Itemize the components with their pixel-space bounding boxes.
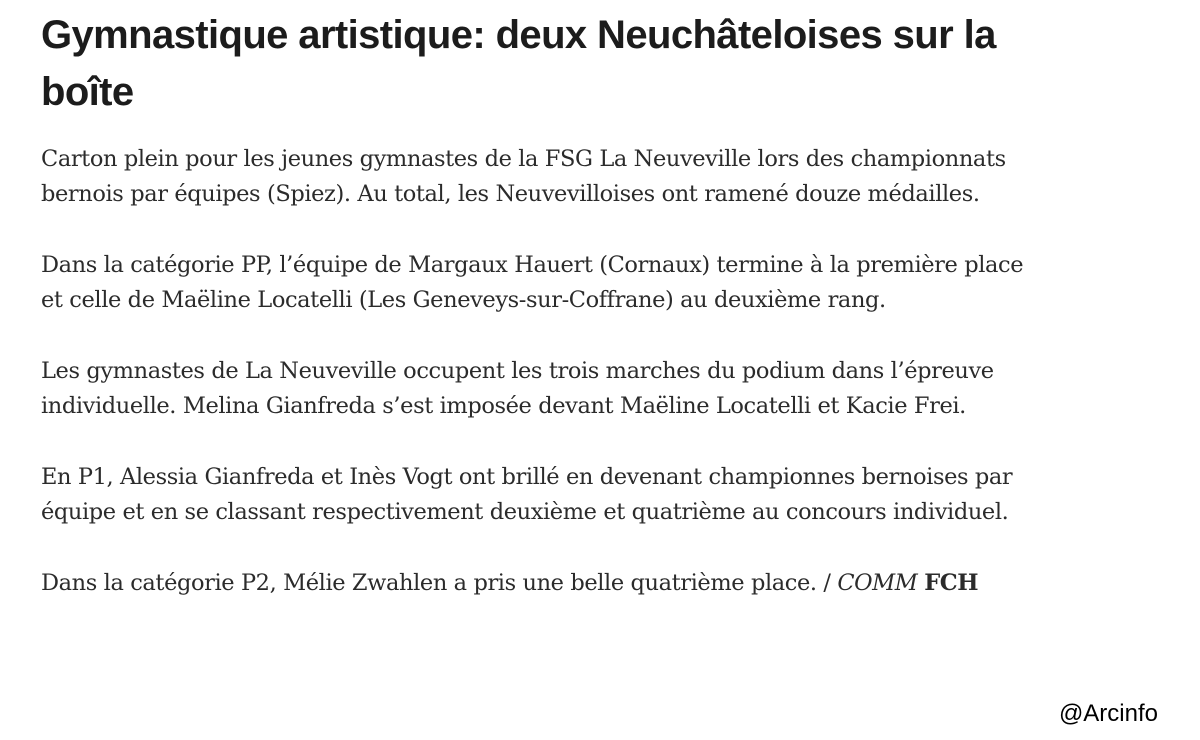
article-paragraph: En P1, Alessia Gianfreda et Inès Vogt ont brillé en devenant championnes bernoises par équipe et en se classant respectivement deuxième et quatrième au concours individuel. <box>41 464 1013 525</box>
source-watermark: @Arcinfo <box>1058 700 1158 727</box>
article-headline: Gymnastique artistique: deux Neuchâteloises sur la boîte <box>41 13 996 114</box>
article-last-paragraph <box>41 566 1041 601</box>
article-paragraph: Carton plein pour les jeunes gymnastes de la FSG La Neuveville lors des championnats bernois par équipes (Spiez). Au total, les Neuvevilloises ont ramené douze médailles. <box>41 146 1006 207</box>
article-paragraph: Dans la catégorie PP, l’équipe de Margaux Hauert (Cornaux) termine à la première place et celle de Maëline Locatelli (Les Geneveys-sur-Coffrane) au deuxième rang. <box>41 252 1024 313</box>
article-paragraph: Les gymnastes de La Neuveville occupent les trois marches du podium dans l’épreuve individuelle. Melina Gianfreda s’est imposée devant Maëline Locatelli et Kacie Frei. <box>41 358 994 419</box>
credit-label: COMM <box>837 570 918 596</box>
article-paragraph-text: Dans la catégorie P2, Mélie Zwahlen a pris une belle quatrième place. <box>41 570 817 596</box>
credit-author: FCH <box>924 570 979 596</box>
article <box>41 0 1041 601</box>
credit-separator: / <box>816 570 838 596</box>
